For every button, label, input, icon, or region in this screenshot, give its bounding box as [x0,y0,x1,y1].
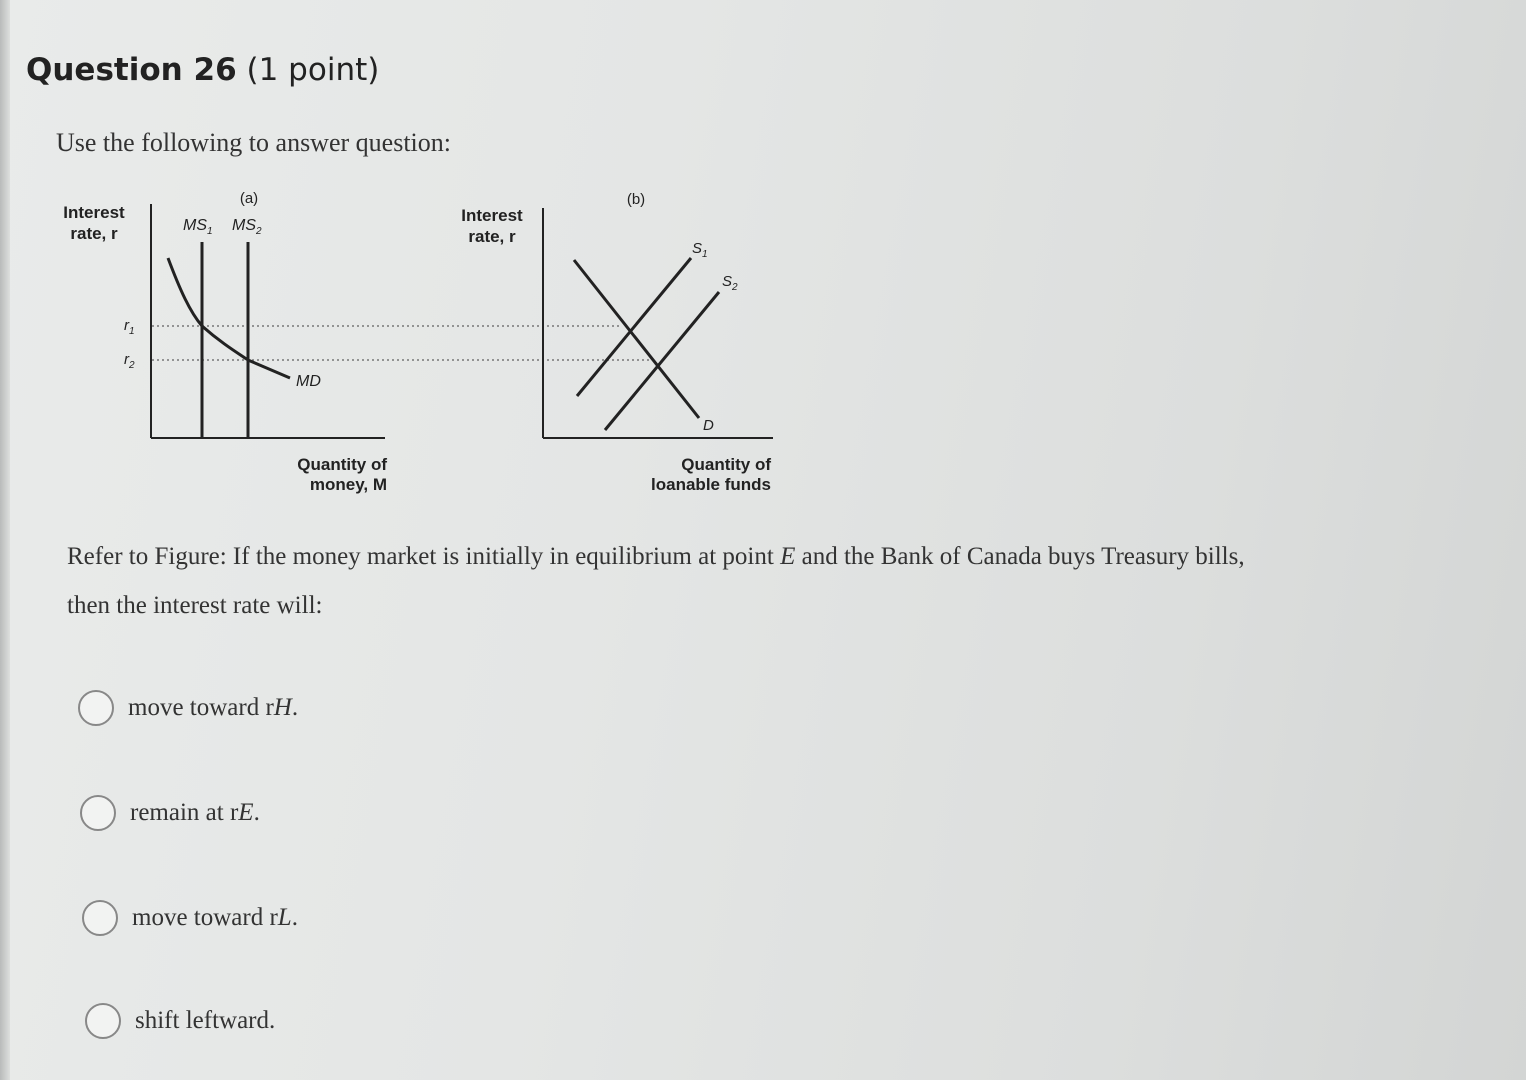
question-number: Question 26 [26,52,237,88]
ms2-label: $MS_2$ [232,217,262,237]
option-label[interactable]: move toward rL. [132,904,298,931]
s1-label: $S_1$ [692,240,708,260]
option-label[interactable]: shift leftward. [135,1007,276,1034]
radio-button[interactable] [82,900,118,936]
tick-r1: $r_1$ [124,317,135,337]
panel-a [63,190,650,494]
panel-b [461,191,773,494]
tick-r2: $r_2$ [124,351,135,371]
radio-button[interactable] [85,1003,121,1039]
question-stem: Refer to Figure: If the money market is initially in equilibrium at point E and the Bank of Canada buys Treasury bills, then the interest rate will: [67,543,1245,619]
answer-option-1[interactable] [78,690,298,726]
panel-b-xlabel-1: Quantity of [681,455,771,474]
panel-a-title: (a) [239,190,259,207]
panel-a-ylabel-2: rate, r [70,224,118,243]
question-points: (1 point) [246,52,380,88]
panel-b-ylabel-1: Interest [461,206,523,225]
radio-button[interactable] [80,795,116,831]
answer-option-2[interactable] [80,795,260,831]
s1-curve [577,258,691,396]
d-label: D [703,417,714,434]
question-title [26,52,379,88]
screen-edge [0,0,10,1080]
panel-b-ylabel-2: rate, r [468,227,516,246]
s2-curve [605,292,719,430]
panel-b-title: (b) [626,191,646,208]
panel-a-ylabel-1: Interest [63,203,125,222]
panel-b-xlabel-2: loanable funds [651,475,771,494]
panel-a-xlabel-2: money, M [309,475,387,494]
figure [40,180,800,510]
panel-a-xlabel-1: Quantity of [297,455,387,474]
option-label[interactable]: move toward rH. [128,694,299,721]
option-label[interactable]: remain at rE. [130,799,260,826]
s2-label: $S_2$ [722,273,738,293]
answer-option-4[interactable] [85,1003,275,1039]
answer-option-3[interactable] [82,900,298,936]
question-intro: Use the following to answer question: [56,128,451,157]
md-label: MD [296,373,321,390]
radio-button[interactable] [78,690,114,726]
ms1-label: $MS_1$ [183,217,213,237]
